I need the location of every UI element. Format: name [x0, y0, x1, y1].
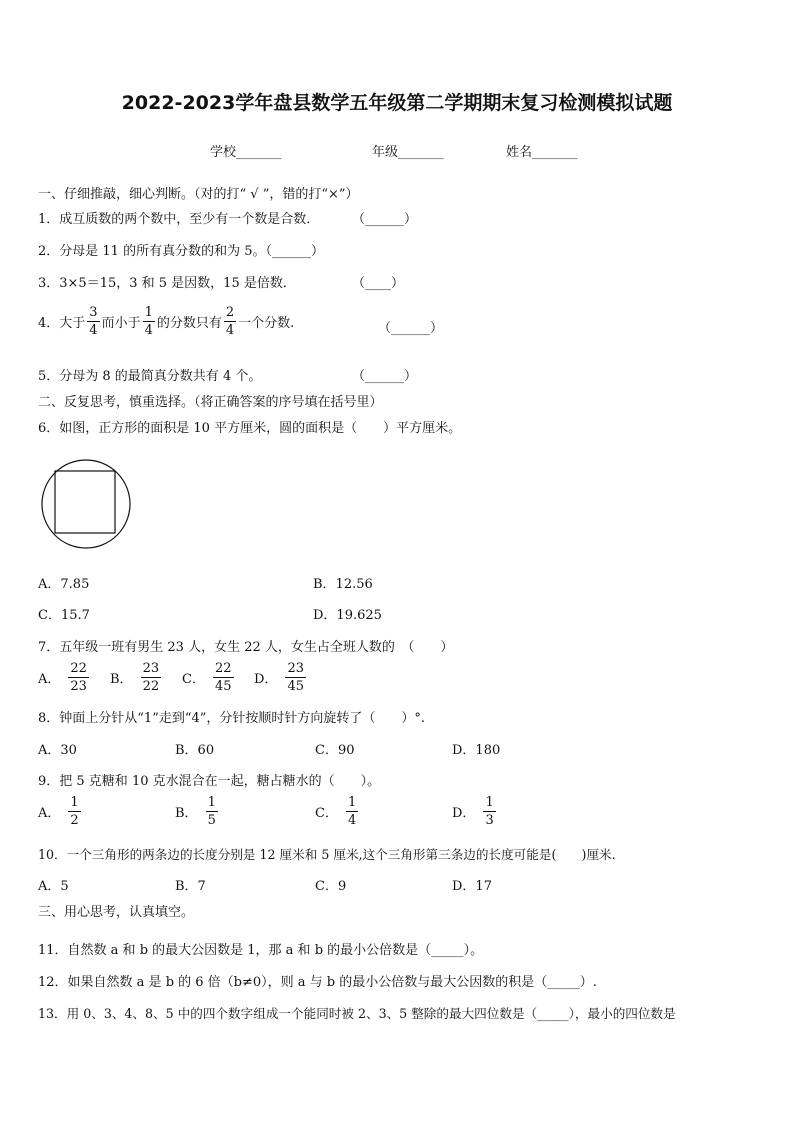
- section-3-heading: 三、用心思考，认真填空。: [38, 905, 195, 920]
- fraction: $\frac{1}{5}$: [207, 795, 216, 828]
- question-1-blank[interactable]: （______）: [352, 212, 418, 227]
- fraction: $\frac{23}{22}$: [142, 661, 160, 694]
- page-title: 2022-2023学年盘县数学五年级第二学期期末复习检测模拟试题: [121, 92, 673, 114]
- fraction: $\frac{1}{2}$: [70, 795, 79, 828]
- school-field[interactable]: 学校_______: [210, 145, 282, 160]
- q9-option-d[interactable]: D． $\frac{1}{3}$: [452, 795, 494, 828]
- question-1: 1．成互质数的两个数中，至少有一个数是合数．: [38, 212, 320, 227]
- q10-option-d[interactable]: D．17: [452, 879, 492, 894]
- fraction: $\frac{22}{23}$: [70, 661, 87, 694]
- fraction: $\frac{2}{4}$: [225, 305, 235, 338]
- question-8: 8．钟面上分针从“1”走到“4”，分针按顺时针方向旋转了（ ）°.: [38, 711, 426, 726]
- question-4-mid: 而小于: [101, 316, 141, 331]
- q8-option-a[interactable]: A．30: [38, 743, 77, 758]
- question-3-blank[interactable]: （____）: [352, 276, 405, 291]
- question-10: 10．一个三角形的两条边的长度分别是 12 厘米和 5 厘米,这个三角形第三条边的长度可能是( )厘米.: [38, 847, 616, 862]
- q6-option-c[interactable]: C．15.7: [38, 608, 90, 623]
- section-1-heading: 一、仔细推敲，细心判断。（对的打“ √ ”，错的打“×”）: [38, 187, 359, 202]
- fraction: $\frac{23}{45}$: [287, 661, 304, 694]
- question-4-blank[interactable]: （______）: [378, 321, 444, 336]
- question-13: 13．用 0、3、4、8、5 中的四个数字组成一个能同时被 2、3、5 整除的最大四位数是（_____），最小的四位数是: [38, 1006, 676, 1021]
- fraction: $\frac{1}{3}$: [485, 795, 494, 828]
- q10-option-a[interactable]: A．5: [38, 879, 69, 894]
- question-2: 2．分母是 11 的所有真分数的和为 5。（______）: [38, 244, 324, 259]
- circle-square-figure: [38, 456, 134, 552]
- q9-option-b[interactable]: B． $\frac{1}{5}$: [175, 795, 216, 828]
- question-11: 11．自然数 a 和 b 的最大公因数是 1，那 a 和 b 的最小公倍数是（_____）。: [38, 943, 484, 958]
- q7-options: [38, 662, 326, 693]
- q8-option-d[interactable]: D．180: [452, 743, 501, 758]
- question-5-blank[interactable]: （______）: [352, 369, 418, 384]
- question-3: 3．3×5＝15，3 和 5 是因数，15 是倍数．: [38, 276, 296, 291]
- q8-option-c[interactable]: C．90: [315, 743, 355, 758]
- q6-option-d[interactable]: D．19.625: [313, 608, 382, 623]
- q7-option-d[interactable]: D． $\frac{23}{45}$: [254, 661, 304, 694]
- q10-option-c[interactable]: C．9: [315, 879, 347, 894]
- question-12: 12．如果自然数 a 是 b 的 6 倍（b≠0），则 a 与 b 的最小公倍数与最大公因数的积是（_____）.: [38, 975, 597, 990]
- fraction: $\frac{3}{4}$: [89, 305, 98, 338]
- q7-option-c[interactable]: C． $\frac{22}{45}$: [182, 661, 232, 694]
- fraction: $\frac{1}{4}$: [347, 795, 357, 828]
- q6-option-a[interactable]: A．7.85: [38, 577, 90, 592]
- q10-option-b[interactable]: B．7: [175, 879, 206, 894]
- q6-option-b[interactable]: B．12.56: [313, 577, 373, 592]
- question-4-pre: 4．大于: [38, 316, 86, 331]
- question-4-mid2: 的分数只有: [156, 316, 222, 331]
- q9-options: [38, 796, 532, 827]
- name-field[interactable]: 姓名_______: [506, 145, 578, 160]
- square-shape: [55, 471, 115, 533]
- question-9: 9．把 5 克糖和 10 克水混合在一起，糖占糖水的（ ）。: [38, 774, 381, 789]
- q7-option-b[interactable]: B． $\frac{23}{22}$: [110, 661, 160, 694]
- question-4-post: 一个分数.: [238, 316, 295, 331]
- q9-option-c[interactable]: C． $\frac{1}{4}$: [315, 795, 357, 828]
- fraction: $\frac{1}{4}$: [144, 305, 153, 338]
- question-6: 6．如图，正方形的面积是 10 平方厘米，圆的面积是（ ）平方厘米。: [38, 421, 462, 436]
- question-4: [38, 306, 294, 337]
- grade-field[interactable]: 年级_______: [372, 145, 444, 160]
- fraction: $\frac{22}{45}$: [214, 661, 232, 694]
- question-5: 5．分母为 8 的最简真分数共有 4 个。: [38, 369, 262, 384]
- q7-option-a[interactable]: A． $\frac{22}{23}$: [38, 661, 87, 694]
- q9-option-a[interactable]: A． $\frac{1}{2}$: [38, 795, 79, 828]
- section-2-heading: 二、反复思考，慎重选择。（将正确答案的序号填在括号里）: [38, 395, 383, 410]
- q8-option-b[interactable]: B．60: [175, 743, 215, 758]
- question-7: 7．五年级一班有男生 23 人，女生 22 人，女生占全班人数的 （ ）: [38, 640, 454, 655]
